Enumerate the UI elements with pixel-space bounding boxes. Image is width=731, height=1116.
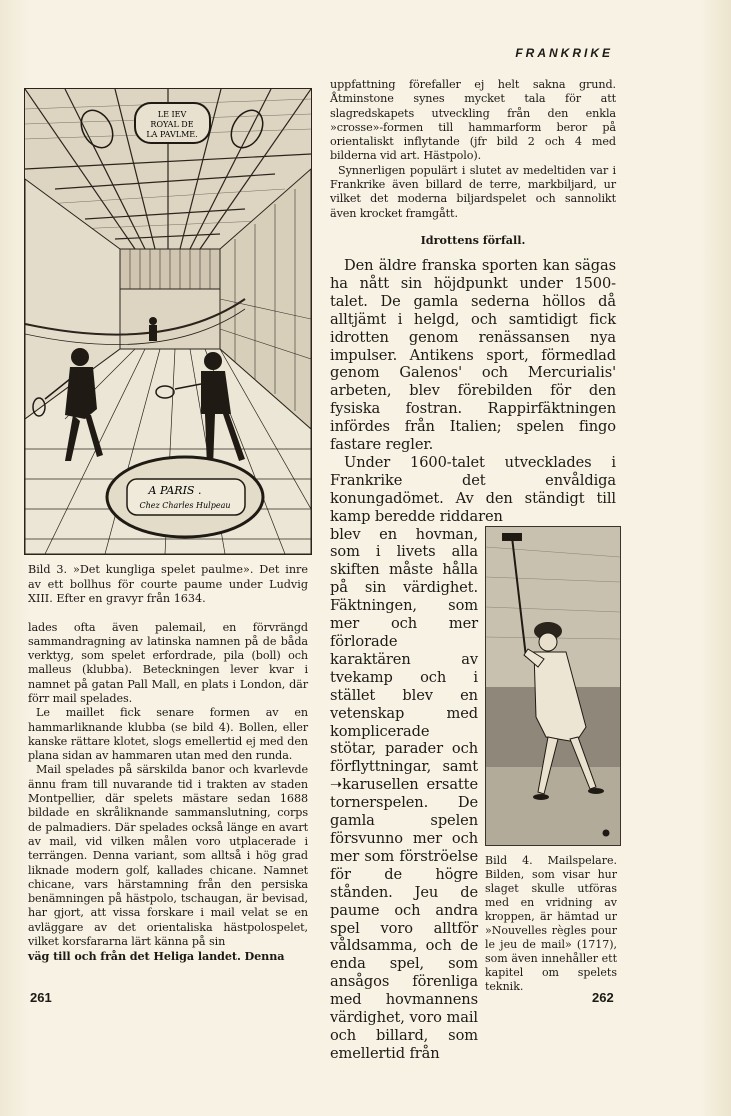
left-paragraph: Mail spelades på särskilda banor och kvarlevde ännu fram till nuvarande tid i trakten av staden Montpellier, där spelets mästare sedan 1688 bildade en skråliknande sammanslutning, corps de palmadiers. Där spelades också länge en avart av mail, vid vilken målen voro utplacerade i terrängen. Denna variant, som alltså i hög grad liknade modern golf, kallades chicane. Namnet chicane, vars härstamning från den persiska benämningen på hästpolo, tschaugan, är bevisad, har gjort, att vissa forskare i mail velat se en avläggare av det orientaliska hästpolospelet, vilket korsfararna lärt känna på sin <box>28 763 308 949</box>
cartouche-top-line2: ROYAL DE <box>150 120 194 129</box>
cartouche-top-line1: LE IEV <box>157 110 187 119</box>
section-heading: Idrottens förfall. <box>420 232 526 247</box>
figure-4-image <box>485 526 621 846</box>
wrap-area <box>330 526 616 1063</box>
right-large-text <box>330 257 616 526</box>
figure-4-caption: Bild 4. Mailspelare. Bilden, som visar hur slaget skulle utföras med en vridning av kroppen, är hämtad ur »Nouvelles règles pour le jeu de mail» (1717), som även innehåller ett kapitel om spelets teknik. <box>485 853 617 993</box>
narrow-text <box>330 526 478 1063</box>
figure-3-caption: Bild 3. »Det kungliga spelet paulme». Det inre av ett bollhus för courte paume under Ludvig XIII. Efter en gravyr från 1634. <box>28 563 308 605</box>
right-column <box>330 78 616 1063</box>
running-head: FRANKRIKE <box>515 46 613 60</box>
mail-player-illustration <box>486 527 620 845</box>
left-column <box>24 88 308 964</box>
page-number-left: 261 <box>30 990 52 1005</box>
right-paragraph: uppfattning förefaller ej helt sakna grund. Åtminstone synes mycket tala för att slagredskapets utveckling från den enkla »crosse»-formen till hammarform beror på orientaliskt inflytande (jfr bild 2 och 4 med bilderna vid art. Hästpolo). <box>330 78 616 163</box>
cartouche-bottom-line1: A PARIS . <box>148 484 202 497</box>
court-engraving-illustration <box>25 89 311 554</box>
narrow-paragraph: blev en hovman, som i livets alla skiften måste hålla på sin värdighet. Fäktningen, som mer och mer förlorade karaktären av tvekamp och i stället blev en vetenskap med komplicerade stötar, parader och förflyttningar, samt ➝karusellen ersatte tornerspelen. De gamla spelen försvunno mer och mer som förströelse för de högre stånden. Jeu de paume och andra spel voro alltför våldsamma, och de enda spel, som ansågos förenliga med hovmannens värdighet, voro mail och billard, som emellertid från <box>330 525 478 1062</box>
right-intro-text <box>330 78 616 221</box>
left-paragraph: väg till och från det Heliga landet. Denna <box>28 949 285 964</box>
left-paragraph: Le maillet fick senare formen av en hammarliknande klubba (se bild 4). Bollen, eller kanske rättare klotet, slogs emellertid ej med den plana sidan av hammaren utan med den runda. <box>28 706 308 763</box>
cartouche-top-line3: LA PAVLME. <box>146 130 198 139</box>
large-paragraph: Under 1600-talet utvecklades i Frankrike det envåldiga konungadömet. Av den ständigt till kamp beredde riddaren <box>330 453 616 525</box>
page-number-right: 262 <box>592 990 614 1005</box>
cartouche-bottom-line2: Chez Charles Hulpeau <box>139 501 231 510</box>
left-paragraph: lades ofta även palemail, en förvrängd sammandragning av latinska namnen på de båda verktyg, som spelet erfordrade, pila (boll) och malleus (klubba). Beteckningen lever kvar i namnet på gatan Pall Mall, en plats i London, där förr mail spelades. <box>28 620 308 705</box>
large-paragraph: Den äldre franska sporten kan sägas ha nått sin höjdpunkt under 1500-talet. De gamla sederna höllos då alltjämt i helgd, och samtidigt fick idrotten genom renässansen nya impulser. Antikens sport, förmedlad genom Galenos' och Mercurialis' arbeten, blev förebilden för den fysiska fostran. Rappirfäktningen infördes från Italien; spelen fingo fastare regler. <box>330 256 616 454</box>
left-body-text <box>24 621 308 964</box>
figure-3-engraving <box>24 88 312 555</box>
right-paragraph: Synnerligen populärt i slutet av medeltiden var i Frankrike även billard de terre, markbiljard, ur vilket det moderna biljardspelet och sannolikt även krocket framgått. <box>330 163 616 220</box>
